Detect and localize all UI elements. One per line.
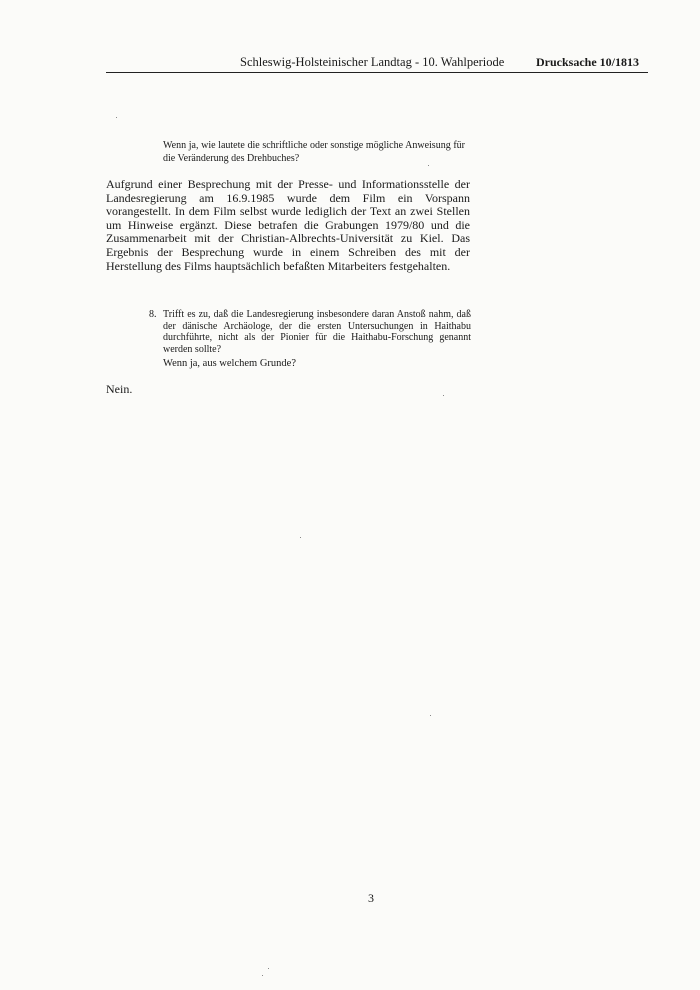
question-8 (149, 309, 471, 370)
answer-8: Nein. (106, 382, 133, 396)
scan-speck (116, 117, 117, 118)
scan-speck (430, 715, 431, 716)
question-7-followup: Wenn ja, wie lautete die schriftliche oder sonstige mögliche Anweisung für die Veränderung des Drehbuches? (163, 140, 465, 164)
answer-7-paragraph: Aufgrund einer Besprechung mit der Presse- und Informationsstelle der Landesregierung am 16.9.1985 wurde dem Film ein Vorspann vorangestellt. In dem Film selbst wurde lediglich der Text an zwei Stellen um Hinweise ergänzt. Diese betrafen die Grabungen 1979/80 und die Zusammenarbeit mit der Christian-Albrechts-Universität zu Kiel. Das Ergebnis der Besprechung wurde in einem Schreiben des mit der Herstellung des Films hauptsächlich befaßten Mitarbeiters festgehalten. (106, 177, 470, 273)
question-8-text: Trifft es zu, daß die Landesregierung insbesondere daran Anstoß nahm, daß der dänische Archäologe, der die ersten Untersuchungen in Haithabu durchführte, nicht als der Pionier für die Haithabu-Forschung genannt werden sollte? (163, 309, 471, 355)
page-number: 3 (368, 891, 374, 905)
header-title: Schleswig-Holsteinischer Landtag - 10. Wahlperiode (240, 55, 505, 69)
question-8-number: 8. (149, 309, 157, 320)
scan-speck (428, 165, 429, 166)
scan-speck (262, 975, 263, 976)
header-rule (106, 72, 648, 73)
scan-speck (268, 968, 269, 969)
scan-speck (443, 395, 444, 396)
document-reference: Drucksache 10/1813 (536, 55, 639, 69)
question-8-followup: Wenn ja, aus welchem Grunde? (163, 358, 296, 370)
scan-speck (300, 537, 301, 538)
